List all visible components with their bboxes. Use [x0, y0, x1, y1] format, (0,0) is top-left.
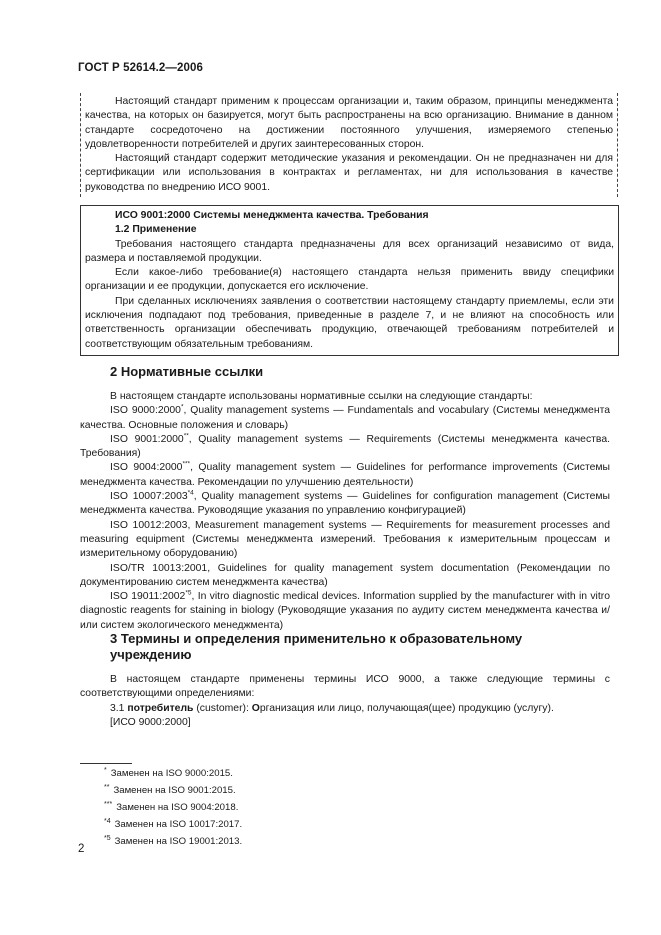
footnote: ** Заменен на ISO 9001:2015.	[104, 783, 236, 796]
footnote: $^{*4}$ Заменен на ISO 10017:2017.	[104, 817, 243, 830]
section-terms	[80, 631, 610, 730]
section-heading: 2 Нормативные ссылки	[110, 364, 264, 379]
standard-header: ГОСТ Р 52614.2—2006	[78, 62, 203, 74]
section-intro: В настоящем стандарте использованы нормативные ссылки на следующие стандарты:	[110, 391, 533, 402]
section-intro: В настоящем стандарте применены термины ИСО 9000, а также следующие термины с соответствующими определениями:	[80, 674, 610, 700]
reference-item: ISO 9001:2000**, Quality management systems — Requirements (Системы менеджмента качества. Требования)	[80, 432, 610, 460]
section-heading: 3 Термины и определения применительно к образовательному учреждению	[110, 631, 523, 662]
footnote: * Заменен на ISO 9000:2015.	[104, 766, 233, 779]
reference-item: ISO 9000:2000*, Quality management systems — Fundamentals and vocabulary (Системы менеджмента качества. Основные положения и словарь)	[80, 403, 610, 431]
reference-item: ISO 19011:2002$^{*5}$, In vitro diagnostic medical devices. Information supplied by the manufacturer with in vitro diagnostic reagents for staining in biology (Руководящие указания по аудиту систем менеджмента качества и/или систем экологического менеджмента)	[80, 589, 610, 631]
intro-box	[80, 93, 618, 197]
reference-item: ISO 10012:2003, Measurement management systems — Requirements for measurement processes and measuring equipment (Системы менеджмента измерений. Требования к измерительным процессам и измерительному оборудованию)	[80, 519, 610, 560]
intro-paragraph: Настоящий стандарт применим к процессам организации и, таким образом, принципы менеджмента качества, на которых он базируется, могут быть распространены на всю организацию. Внимание в данном стандарте сосредоточено на достижении постоянного улучшения, измеряемого степенью удовлетворенности потребителей и других заинтересованных сторон.	[85, 96, 613, 150]
term-definition: 3.1 потребитель (customer): Организация или лицо, получающая(щее) продукцию (услугу).	[110, 702, 554, 714]
term-name: потребитель	[127, 702, 194, 714]
section-normative-references	[80, 364, 610, 633]
reference-item: ISO 10007:2003$^{*4}$, Quality management systems — Guidelines for configuration management (Системы менеджмента качества. Руководящие указания по управлению конфигурацией)	[80, 489, 611, 517]
iso-quote-paragraph: Если какое-либо требование(я) настоящего стандарта нельзя применить ввиду специфики организации и ее продукции, допускается его исключение.	[85, 267, 614, 293]
intro-paragraph: Настоящий стандарт содержит методические указания и рекомендации. Он не предназначен ни для сертификации или использования в контрактах и регламентах, ни для использования в качестве руководства по внедрению ИСО 9001.	[85, 153, 613, 193]
term-source: [ИСО 9000:2000]	[110, 716, 191, 728]
iso-quote-title: ИСО 9001:2000 Системы менеджмента качества. Требования	[115, 210, 429, 221]
iso-quote-subtitle: 1.2 Применение	[115, 224, 197, 236]
footnote-divider	[80, 763, 132, 764]
reference-item: ISO/TR 10013:2001, Guidelines for quality management system documentation (Рекомендации по документированию систем менеджмента качества)	[80, 562, 610, 588]
reference-item: ISO 9004:2000***, Quality management system — Guidelines for performance improvements (Системы менеджмента качества. Рекомендации по улучшению деятельности)	[80, 461, 610, 488]
page-number: 2	[78, 843, 85, 855]
iso-quote-paragraph: Требования настоящего стандарта предназначены для всех организаций независимо от вида, размера и поставляемой продукции.	[85, 238, 614, 264]
footnote: $^{*5}$ Заменен на ISO 19001:2013.	[104, 834, 243, 847]
iso-quote-paragraph: При сделанных исключениях заявления о соответствии настоящему стандарту приемлемы, если эти исключения подпадают под требования, приведенные в разделе 7, и не влияют на способность или ответственность организации обеспечивать продукцию, отвечающей требованиям потребителей и соответствующим обязательным требованиям.	[85, 295, 614, 350]
iso-quote-box	[80, 205, 619, 356]
footnote: *** Заменен на ISO 9004:2018.	[104, 800, 239, 813]
